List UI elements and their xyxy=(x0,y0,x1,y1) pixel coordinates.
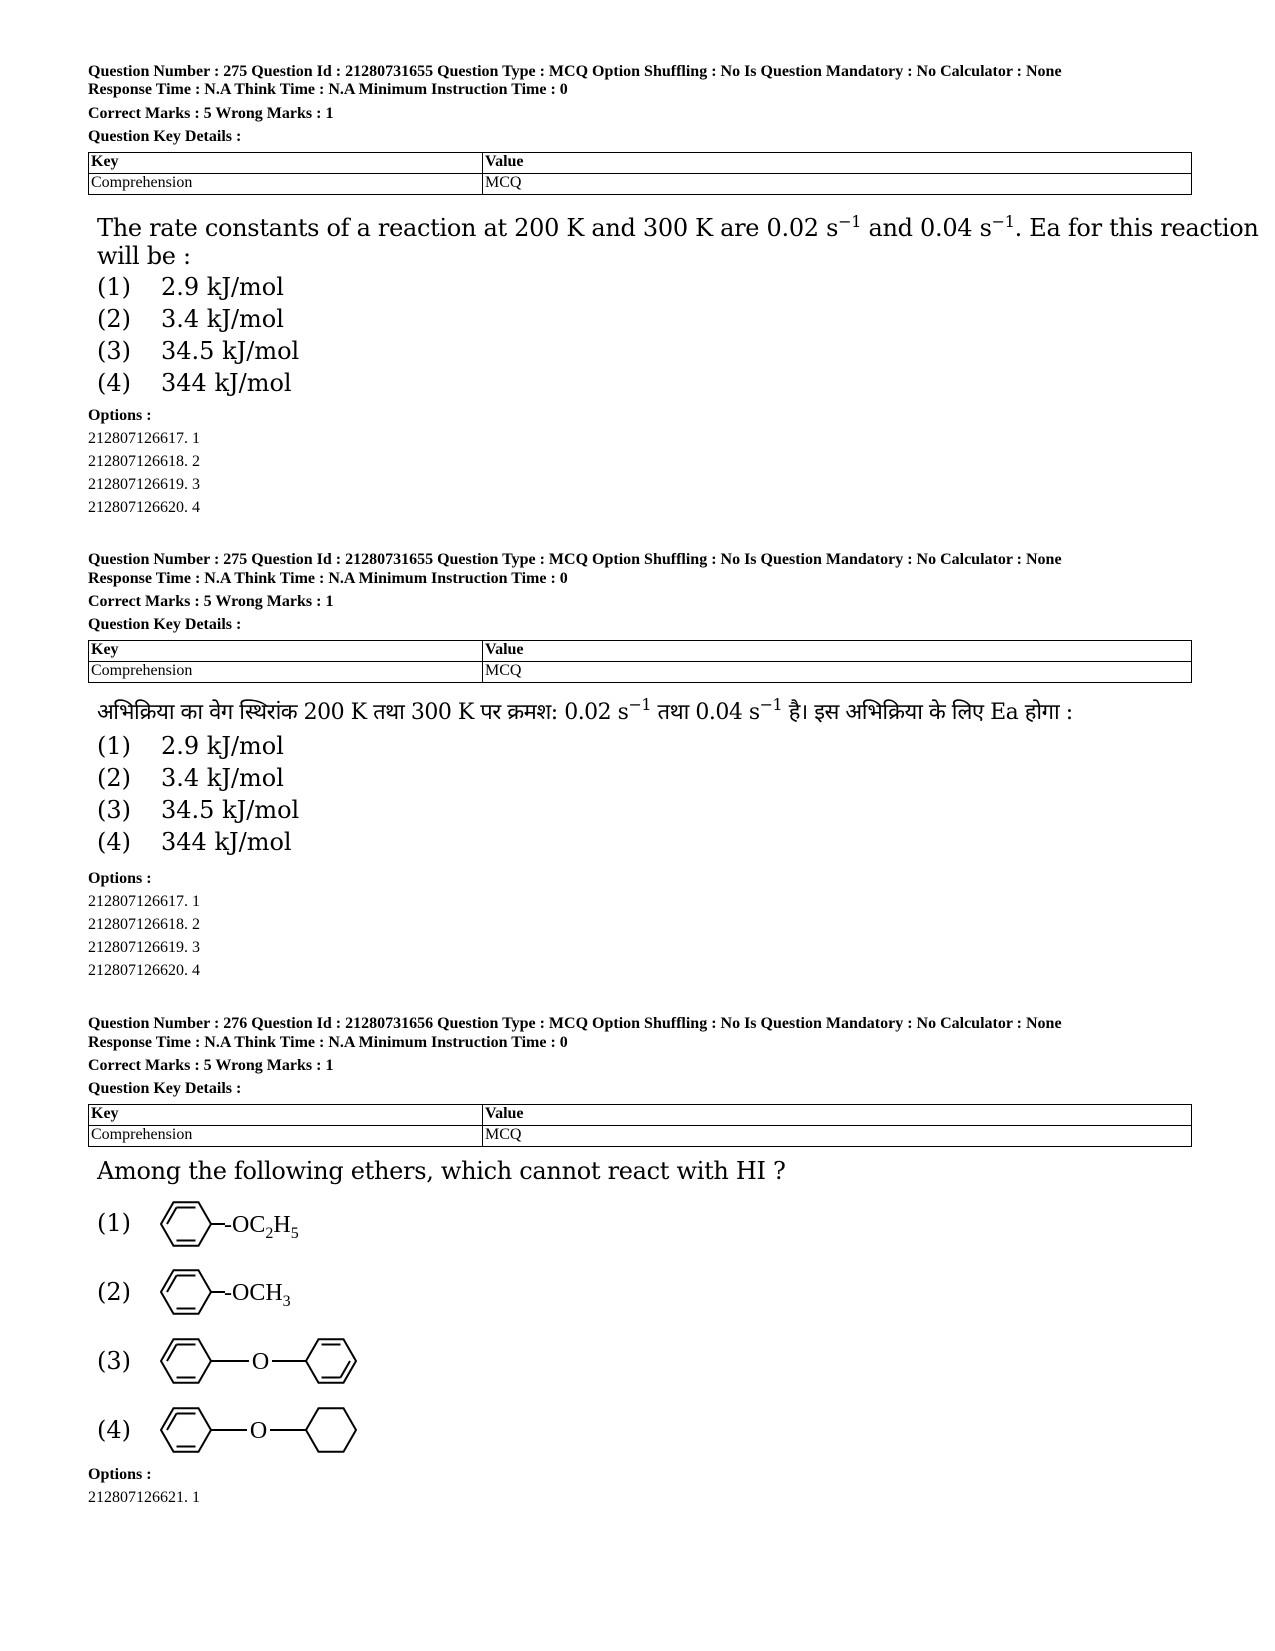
choice-item xyxy=(97,272,284,302)
table-row xyxy=(89,153,1192,174)
value-cell: MCQ xyxy=(483,662,1192,683)
question-text-part: . Ea for this reaction xyxy=(1014,214,1259,242)
benzene-ring xyxy=(161,1408,211,1451)
choice-text: 344 kJ/mol xyxy=(161,369,292,397)
choice-item xyxy=(97,368,292,398)
table-row xyxy=(89,174,1192,195)
choice-text: 344 kJ/mol xyxy=(161,828,292,856)
question-text-part: and 0.04 s xyxy=(861,214,992,242)
key-details-label: Question Key Details : xyxy=(88,616,242,633)
aromatic-bonds xyxy=(167,1345,196,1378)
key-cell: Comprehension xyxy=(89,174,483,195)
cyclohexyl-phenyl-ether-structure xyxy=(158,1402,368,1458)
question-text-hindi xyxy=(97,695,1073,728)
key-header: Key xyxy=(89,641,483,662)
question-text-part: The rate constants of a reaction at 200 K and 300 K are 0.02 s xyxy=(97,214,839,242)
benzene-ring xyxy=(161,1339,211,1382)
choice-number: (3) xyxy=(97,1347,131,1375)
choice-text: 34.5 kJ/mol xyxy=(161,337,300,365)
substituent-label: $-OCH_3$ xyxy=(224,1280,291,1310)
question-header-line2: Response Time : N.A Think Time : N.A Minimum Instruction Time : 0 xyxy=(88,81,568,98)
key-cell: Comprehension xyxy=(89,1126,483,1147)
marks-line: Correct Marks : 5 Wrong Marks : 1 xyxy=(88,1057,334,1074)
question-text-part: है। इस अभिक्रिया के लिए Ea होगा : xyxy=(782,700,1073,725)
value-header: Value xyxy=(483,1105,1192,1126)
choice-item xyxy=(97,336,299,366)
question-text-part: अभिक्रिया का वेग स्थिरांक 200 K तथा 300 K पर क्रमश: 0.02 s xyxy=(97,700,629,725)
choice-item xyxy=(97,827,292,857)
option-id: 212807126619. 3 xyxy=(88,939,200,956)
choice-number: (2) xyxy=(97,764,131,792)
option-id: 212807126618. 2 xyxy=(88,453,200,470)
value-cell: MCQ xyxy=(483,174,1192,195)
option-id: 212807126619. 3 xyxy=(88,476,200,493)
benzene-ring xyxy=(161,1202,211,1245)
superscript: −1 xyxy=(991,212,1015,231)
superscript: −1 xyxy=(838,212,862,231)
choice-number: (1) xyxy=(97,273,131,301)
question-header-line1: Question Number : 275 Question Id : 21280731655 Question Type : MCQ Option Shuffling : No Is Question Mandatory : No Calculator : None xyxy=(88,551,1062,568)
benzene-ring xyxy=(306,1339,356,1382)
phenetole-structure xyxy=(158,1196,348,1252)
key-details-table xyxy=(88,1104,1192,1147)
key-details-table xyxy=(88,152,1192,195)
table-row xyxy=(89,1105,1192,1126)
superscript: −1 xyxy=(759,695,783,714)
anisole-structure xyxy=(158,1264,348,1320)
question-header-line2: Response Time : N.A Think Time : N.A Minimum Instruction Time : 0 xyxy=(88,1034,568,1051)
value-cell: MCQ xyxy=(483,1126,1192,1147)
question-header-line1: Question Number : 275 Question Id : 21280731655 Question Type : MCQ Option Shuffling : No Is Question Mandatory : No Calculator : None xyxy=(88,63,1062,80)
options-label: Options : xyxy=(88,407,152,424)
question-text-part: तथा 0.04 s xyxy=(651,700,760,725)
marks-line: Correct Marks : 5 Wrong Marks : 1 xyxy=(88,593,334,610)
choice-item xyxy=(97,763,284,793)
table-row xyxy=(89,1126,1192,1147)
value-header: Value xyxy=(483,153,1192,174)
aromatic-bonds xyxy=(322,1345,351,1378)
option-id: 212807126620. 4 xyxy=(88,499,200,516)
choice-number: (4) xyxy=(97,369,131,397)
option-id: 212807126617. 1 xyxy=(88,430,200,447)
key-header: Key xyxy=(89,153,483,174)
choice-text: 3.4 kJ/mol xyxy=(161,764,284,792)
choice-number: (3) xyxy=(97,337,131,365)
superscript: −1 xyxy=(628,695,652,714)
choice-number: (1) xyxy=(97,732,131,760)
choice-number: (4) xyxy=(97,828,131,856)
options-label: Options : xyxy=(88,870,152,887)
substituent-label: $-OC_2H_5$ xyxy=(224,1212,299,1242)
diphenyl-ether-structure xyxy=(158,1333,368,1389)
option-id: 212807126617. 1 xyxy=(88,893,200,910)
choice-item xyxy=(97,795,299,825)
cyclohexane-ring xyxy=(306,1408,356,1451)
question-header-line2: Response Time : N.A Think Time : N.A Minimum Instruction Time : 0 xyxy=(88,570,568,587)
aromatic-bonds xyxy=(167,1208,196,1241)
benzene-ring xyxy=(161,1270,211,1313)
choice-item xyxy=(97,304,284,334)
choice-number: (2) xyxy=(97,1278,131,1306)
key-cell: Comprehension xyxy=(89,662,483,683)
choice-number: (4) xyxy=(97,1416,131,1444)
option-id: 212807126618. 2 xyxy=(88,916,200,933)
choice-item xyxy=(97,731,284,761)
choice-number: (3) xyxy=(97,796,131,824)
question-header-line1: Question Number : 276 Question Id : 21280731656 Question Type : MCQ Option Shuffling : No Is Question Mandatory : No Calculator : None xyxy=(88,1015,1062,1032)
aromatic-bonds xyxy=(167,1414,196,1447)
choice-text: 2.9 kJ/mol xyxy=(161,732,284,760)
key-details-label: Question Key Details : xyxy=(88,1080,242,1097)
oxygen-label: O xyxy=(249,1418,268,1444)
question-text-line1 xyxy=(97,213,1259,243)
choice-number: (2) xyxy=(97,305,131,333)
aromatic-bonds xyxy=(167,1276,196,1309)
oxygen-label: O xyxy=(251,1349,270,1375)
option-id: 212807126621. 1 xyxy=(88,1489,200,1506)
question-text: Among the following ethers, which cannot react with HI ? xyxy=(97,1157,786,1185)
options-label: Options : xyxy=(88,1466,152,1483)
choice-text: 2.9 kJ/mol xyxy=(161,273,284,301)
table-row xyxy=(89,641,1192,662)
option-id: 212807126620. 4 xyxy=(88,962,200,979)
table-row xyxy=(89,662,1192,683)
question-text-line2: will be : xyxy=(97,242,191,270)
key-details-table xyxy=(88,640,1192,683)
key-header: Key xyxy=(89,1105,483,1126)
key-details-label: Question Key Details : xyxy=(88,128,242,145)
value-header: Value xyxy=(483,641,1192,662)
choice-text: 34.5 kJ/mol xyxy=(161,796,300,824)
marks-line: Correct Marks : 5 Wrong Marks : 1 xyxy=(88,105,334,122)
choice-number: (1) xyxy=(97,1209,131,1237)
choice-text: 3.4 kJ/mol xyxy=(161,305,284,333)
